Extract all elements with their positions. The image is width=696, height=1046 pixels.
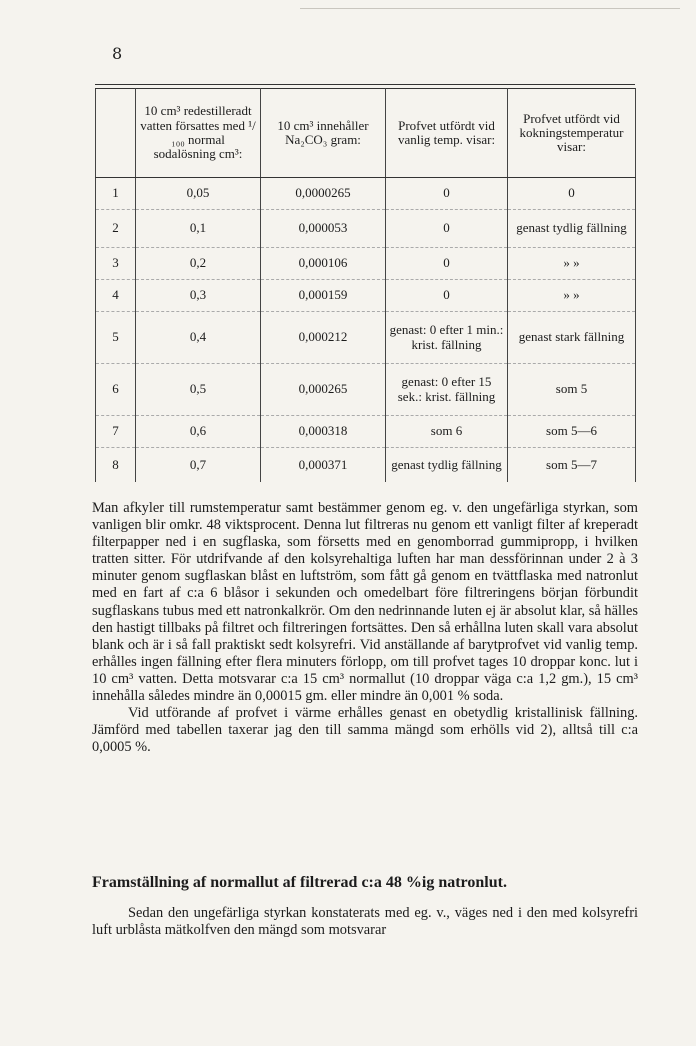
cell-boiling-temp: » » (508, 280, 636, 312)
top-rule (300, 8, 680, 9)
header-na2co3-gram: 10 cm³ innehåller Na₂CO₃ gram: (261, 89, 386, 178)
header-boiling-temp: Profvet utfördt vid kokningstemperatur visar: (508, 89, 636, 178)
cell-soda-cm3: 0,3 (136, 280, 261, 312)
cell-normal-temp: 0 (386, 178, 508, 210)
cell-na2co3: 0,000053 (261, 210, 386, 248)
cell-index: 1 (96, 178, 136, 210)
section-text: Sedan den ungefärliga styrkan konstaterats med eg. v., väges ned i den med kolsyrefri luft urblåsta mätkolfven den mängd som motsvarar (92, 905, 638, 939)
cell-normal-temp: genast: 0 efter 1 min.: krist. fällning (386, 312, 508, 364)
table-row (96, 210, 636, 248)
cell-na2co3: 0,000318 (261, 416, 386, 448)
table-row (96, 448, 636, 482)
data-table (95, 88, 636, 482)
cell-na2co3: 0,000212 (261, 312, 386, 364)
cell-na2co3: 0,000159 (261, 280, 386, 312)
table-row (96, 364, 636, 416)
cell-index: 8 (96, 448, 136, 482)
cell-normal-temp: 0 (386, 248, 508, 280)
cell-na2co3: 0,000106 (261, 248, 386, 280)
cell-soda-cm3: 0,5 (136, 364, 261, 416)
cell-boiling-temp: » » (508, 248, 636, 280)
table-header-row (96, 89, 636, 178)
page-number: 8 (112, 44, 123, 63)
header-soda-solution: 10 cm³ redestilleradt vatten försattes med ¹/₁₀₀ normal sodalösning cm³: (136, 89, 261, 178)
header-index (96, 89, 136, 178)
table-row (96, 178, 636, 210)
body-text (92, 500, 638, 756)
cell-soda-cm3: 0,1 (136, 210, 261, 248)
cell-normal-temp: 0 (386, 210, 508, 248)
cell-boiling-temp: som 5—6 (508, 416, 636, 448)
table-row (96, 280, 636, 312)
paragraph-heat-test: Vid utförande af profvet i värme erhålles genast en obetydlig kristallinisk fällning. Jämförd med tabellen taxerar jag den till samma mängd som erhölls vid 2), alltså till c:a 0,0005 %. (92, 705, 638, 756)
cell-na2co3: 0,000371 (261, 448, 386, 482)
cell-index: 4 (96, 280, 136, 312)
cell-soda-cm3: 0,4 (136, 312, 261, 364)
table-top-rule (95, 84, 635, 85)
cell-soda-cm3: 0,6 (136, 416, 261, 448)
cell-normal-temp: genast: 0 efter 15 sek.: krist. fällning (386, 364, 508, 416)
cell-boiling-temp: som 5—7 (508, 448, 636, 482)
cell-index: 5 (96, 312, 136, 364)
cell-index: 2 (96, 210, 136, 248)
cell-boiling-temp: som 5 (508, 364, 636, 416)
cell-index: 7 (96, 416, 136, 448)
table-row (96, 312, 636, 364)
cell-soda-cm3: 0,05 (136, 178, 261, 210)
cell-soda-cm3: 0,2 (136, 248, 261, 280)
cell-soda-cm3: 0,7 (136, 448, 261, 482)
table-row (96, 416, 636, 448)
cell-boiling-temp: 0 (508, 178, 636, 210)
cell-na2co3: 0,0000265 (261, 178, 386, 210)
cell-normal-temp: som 6 (386, 416, 508, 448)
cell-boiling-temp: genast tydlig fällning (508, 210, 636, 248)
table-row (96, 248, 636, 280)
paragraph-cooling-filtration: Man afkyler till rumstemperatur samt bestämmer genom eg. v. den ungefärliga styrkan, som vanligen blir omkr. 48 viktsprocent. Denna lut filtreras nu genom ett vanligt filter af kreperadt filterpapper ned i en sugflaska, som försetts med en genomborrad gummipropp, i hvilken tratten sitter. För utdrifvande af den kolsyrehaltiga luften har man dessförinnan under 2 à 3 minuter genom sugflaskan blåst en luftström, som fått gå genom en tvättflaska med natronlut med en fart af c:a 6 blåsor i sekunden och omedelbart före filtreringens början förbundit sugflaskans tubus med ett natronkalkrör. Om den nedrinnande luten ej är absolut klar, så hälles den hastigt tillbaks på filtret och filtreringen fortsättes. Den så erhållna luten skall vara absolut blank och är i så fall praktiskt sedt kolsyrefri. Vid anställande af barytprofvet vid vanlig temp. erhålles ingen fällning efter flera minuters förlopp, om till profvet tages 10 droppar konc. lut i 10 cm³ vatten. Detta motsvarar c:a 15 cm³ normallut (10 droppar väga c:a 1,2 gm.), 15 cm³ innehålla således mindre än 0,00015 gm. eller mindre än 0,001 % soda. (92, 500, 638, 705)
cell-na2co3: 0,000265 (261, 364, 386, 416)
cell-normal-temp: genast tydlig fällning (386, 448, 508, 482)
cell-index: 3 (96, 248, 136, 280)
cell-normal-temp: 0 (386, 280, 508, 312)
cell-index: 6 (96, 364, 136, 416)
header-normal-temp: Profvet utfördt vid vanlig temp. visar: (386, 89, 508, 178)
cell-boiling-temp: genast stark fällning (508, 312, 636, 364)
section-heading: Framställning af normallut af filtrerad c:a 48 %ig natronlut. (92, 874, 507, 891)
